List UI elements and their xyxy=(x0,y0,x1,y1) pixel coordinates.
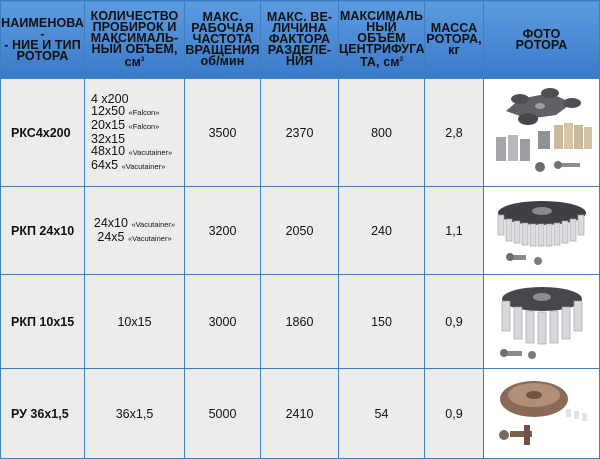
rotor-volume: 150 xyxy=(339,275,425,369)
rotor-mass: 2,8 xyxy=(425,79,484,187)
header-row xyxy=(1,1,600,79)
rotor-rkp24-photo-icon xyxy=(490,191,594,271)
rotor-rcf: 1860 xyxy=(261,275,339,369)
rotor-volume: 54 xyxy=(339,369,425,459)
header-volume: МАКСИМАЛЬ НЫЙ ОБЪЁМ ЦЕНТРИФУГА ТА, $см^3$ xyxy=(339,1,425,79)
rotor-photo-cell xyxy=(484,187,600,275)
rotor-speed: 3000 xyxy=(185,275,261,369)
rotor-name: РКП 24х10 xyxy=(1,187,85,275)
rotor-quantity: 36х1,5 xyxy=(85,369,185,459)
rotor-volume: 800 xyxy=(339,79,425,187)
table-row xyxy=(1,275,600,369)
rotor-speed: 5000 xyxy=(185,369,261,459)
header-photo: ФОТО РОТОРА xyxy=(484,1,600,79)
rotor-rcf: 2050 xyxy=(261,187,339,275)
rotor-mass: 1,1 xyxy=(425,187,484,275)
table-row xyxy=(1,369,600,459)
rotor-mass: 0,9 xyxy=(425,275,484,369)
rotor-photo-cell xyxy=(484,369,600,459)
rotor-rcf: 2410 xyxy=(261,369,339,459)
rotor-name: РУ 36х1,5 xyxy=(1,369,85,459)
header-mass: МАССА РОТОРА, кг xyxy=(425,1,484,79)
rotor-photo-cell xyxy=(484,275,600,369)
rotor-quantity: 10х15 xyxy=(85,275,185,369)
rotor-rks-photo-icon xyxy=(490,85,594,181)
rotor-ru-photo-icon xyxy=(490,373,594,455)
rotor-volume: 240 xyxy=(339,187,425,275)
rotor-quantity: 24х10 «Vacutainer» 24х5 «Vacutainer» xyxy=(85,187,185,275)
rotor-name: РКП 10х15 xyxy=(1,275,85,369)
table-row xyxy=(1,79,600,187)
rotor-mass: 0,9 xyxy=(425,369,484,459)
header-name: НАИМЕНОВА - - НИЕ И ТИП РОТОРА xyxy=(1,1,85,79)
rotor-speed: 3200 xyxy=(185,187,261,275)
rotor-quantity: 4 х200 12х50 «Falcon» 20х15 «Falcon» 32х15 48х10 «Vacutainer» 64х5 «Vacutainer» xyxy=(85,79,185,187)
rotor-photo-cell xyxy=(484,79,600,187)
rotor-rcf: 2370 xyxy=(261,79,339,187)
table-row xyxy=(1,187,600,275)
rotor-rkp10-photo-icon xyxy=(490,279,594,365)
header-quantity: КОЛИЧЕСТВО ПРОБИРОК И МАКСИМАЛЬ- НЫЙ ОБЪЕМ, $см^3$ xyxy=(85,1,185,79)
header-rcf: МАКС. ВЕ- ЛИЧИНА ФАКТОРА РАЗДЕЛЕ- НИЯ xyxy=(261,1,339,79)
rotor-name: РКС4х200 xyxy=(1,79,85,187)
rotor-speed: 3500 xyxy=(185,79,261,187)
header-speed: МАКС. РАБОЧАЯ ЧАСТОТА ВРАЩЕНИЯ об/мин xyxy=(185,1,261,79)
